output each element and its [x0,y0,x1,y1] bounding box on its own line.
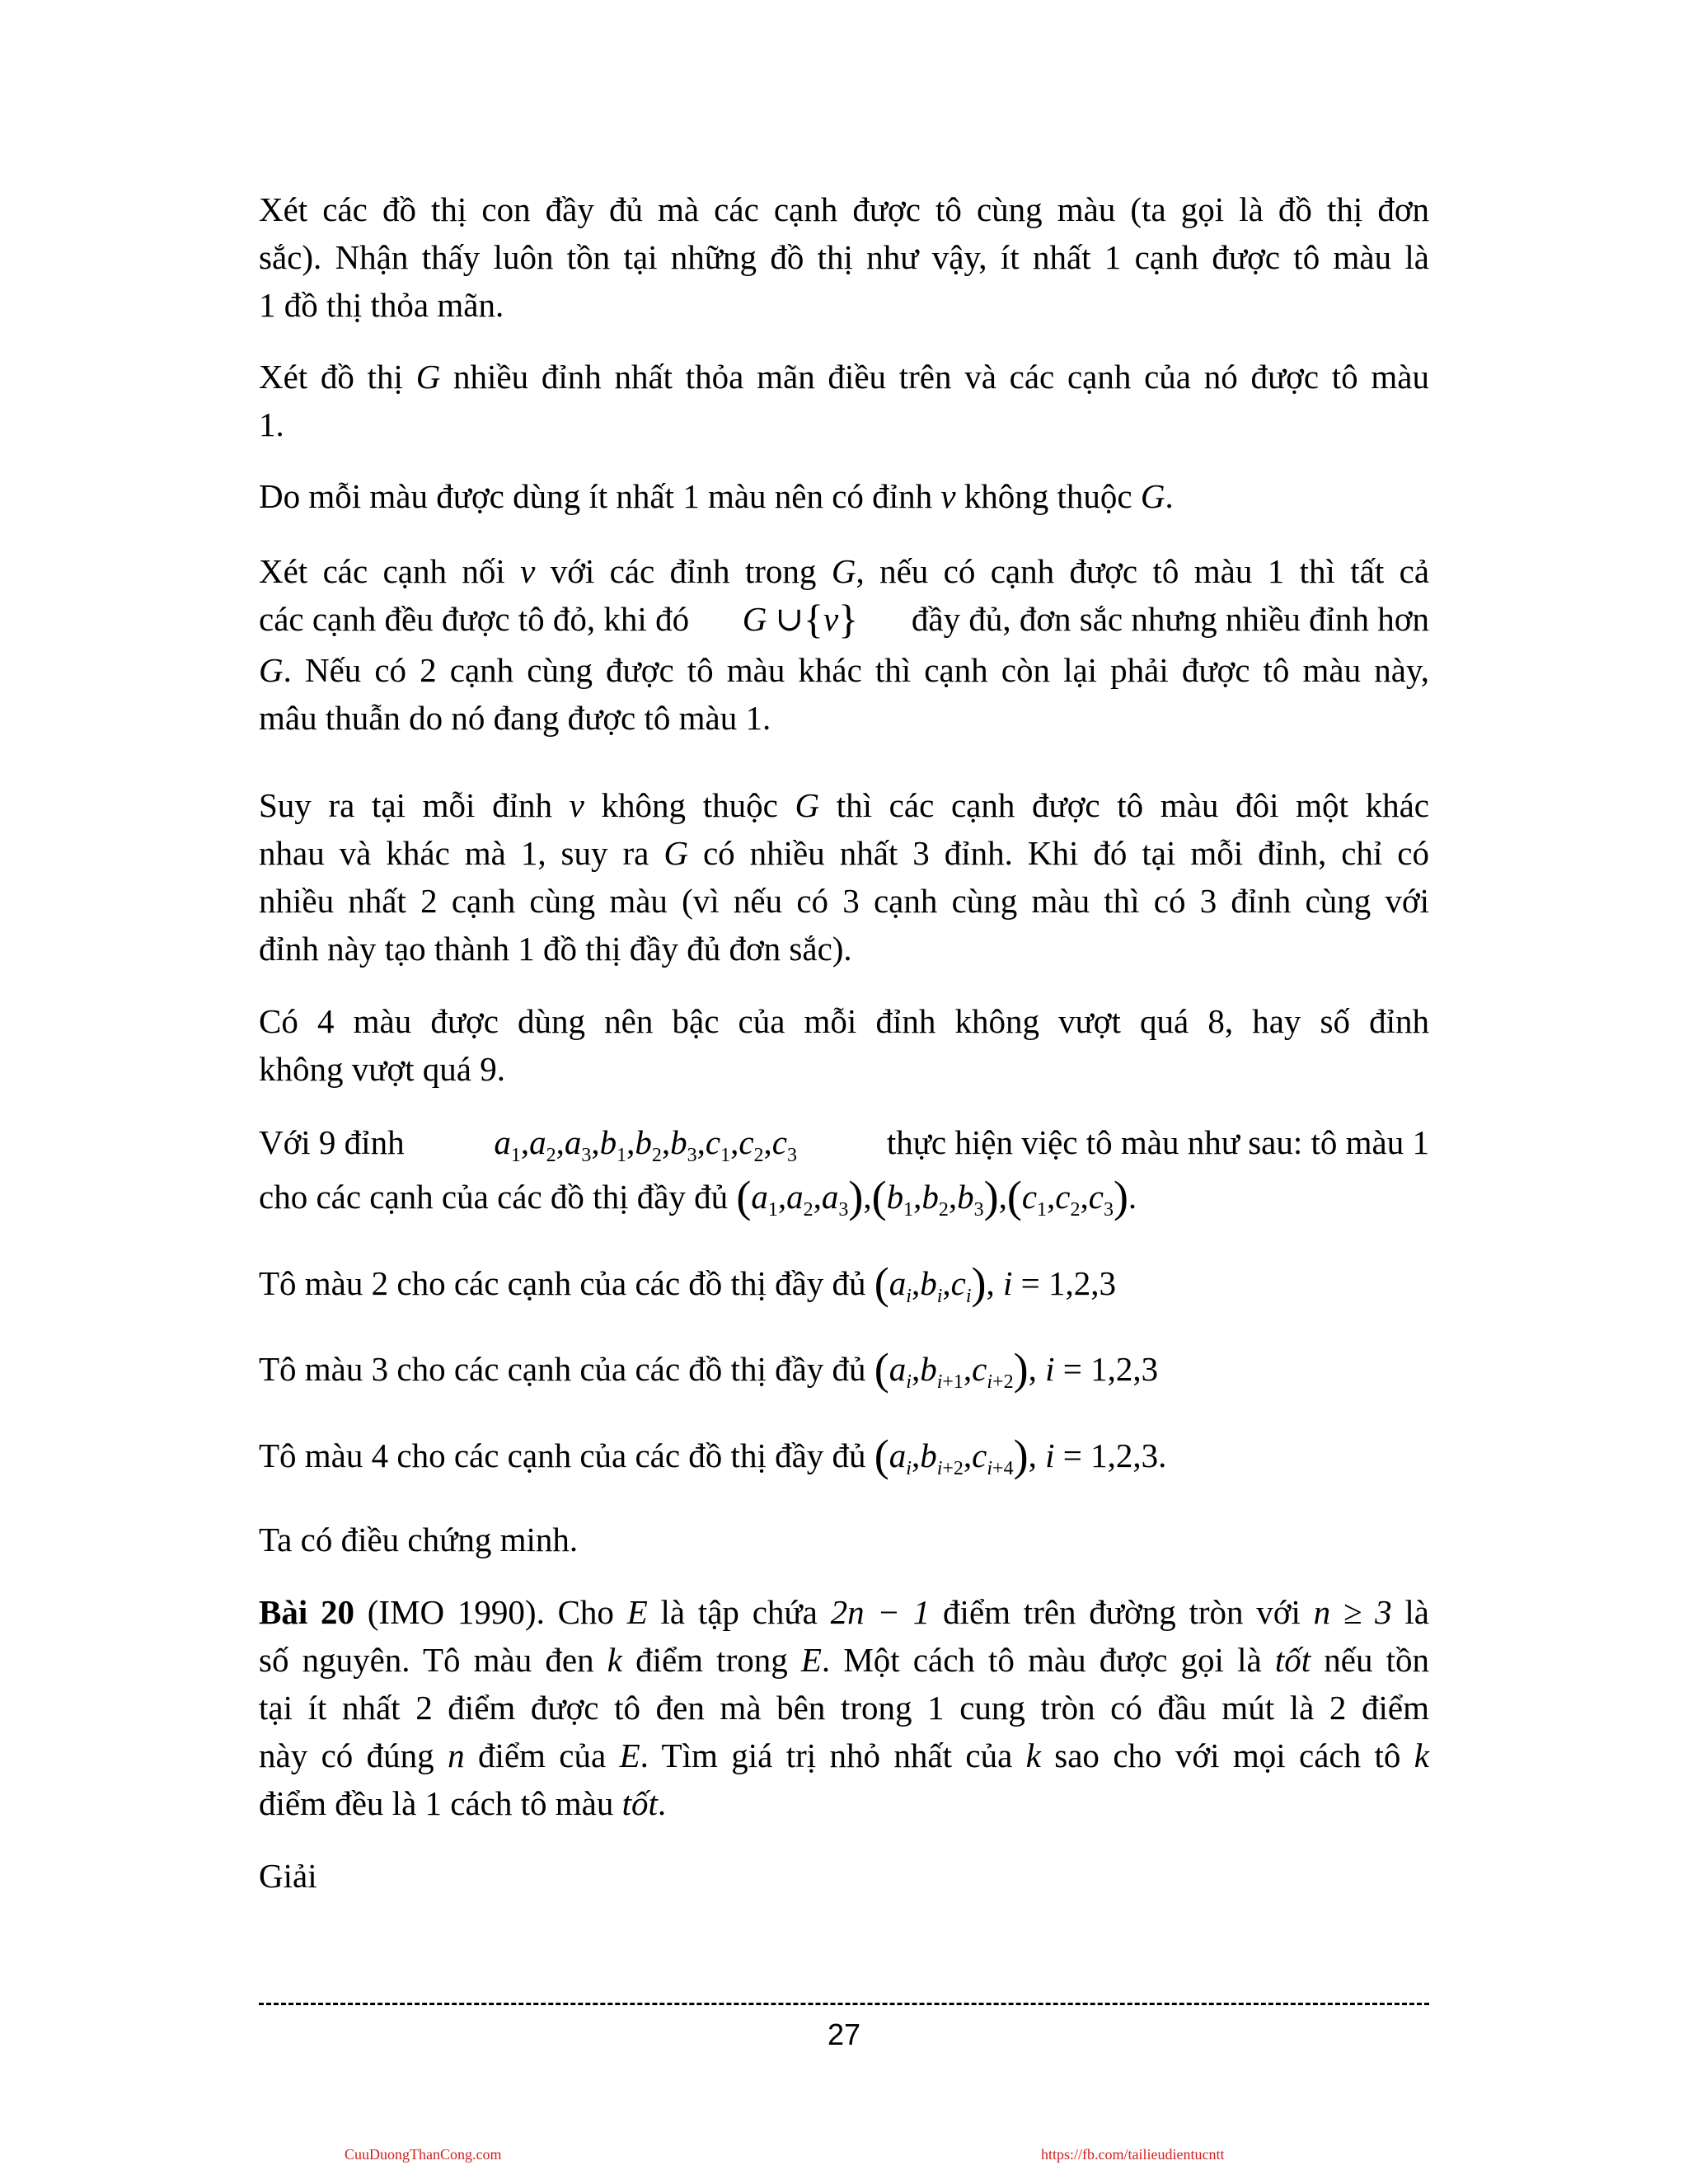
math-var: v [823,600,839,638]
triple-list: $(a_1,a_2,a_3),(b_1,b_2,b_3),(c_1,c_2,c_3)$ [736,1172,1128,1221]
math-var: G [259,651,284,689]
footer-link-left[interactable]: CuuDuongThanCong.com [345,2146,502,2163]
text-line [259,1636,1429,1684]
text-span: Xét các cạnh nối [259,552,521,590]
math-brace: { [803,596,823,642]
text-span: . Một cách tô màu được gọi là [821,1641,1275,1679]
text-span: có nhiều nhất 3 đỉnh. Khi đó tại mỗi đỉnh, chỉ có [687,834,1429,872]
paragraph-3 [259,472,1429,520]
text-line: mâu thuẫn do nó đang được tô màu 1. [259,699,771,737]
math-expr: 2n − 1 [830,1593,931,1631]
text-span: các cạnh đều được tô đỏ, khi đó [259,600,690,638]
text-span: là [1391,1593,1430,1631]
text-span: Xét đồ thị [259,358,416,396]
math-var: E [800,1641,822,1679]
text-line: Có 4 màu được dùng nên bậc của mỗi đỉnh không vượt quá 8, hay số đỉnh [259,1002,1429,1040]
text-line [259,1259,1429,1307]
math-var: G [742,600,767,638]
text-span: . Nếu có 2 cạnh cùng được tô màu khác thì cạnh còn lại phải được tô màu này, [283,651,1429,689]
text-line [259,829,1429,877]
text-line [259,1173,1429,1227]
text-line [259,353,1429,401]
text-span: cho các cạnh của các đồ thị đầy đủ [259,1178,729,1216]
text-span: không thuộc [584,786,795,824]
text-line [259,1779,1429,1827]
paragraph-7 [259,1118,1429,1227]
text-line [259,1118,1429,1173]
math-var: G [1140,477,1165,515]
text-span: nhau và khác mà 1, suy ra [259,834,664,872]
solution-heading: Giải [259,1857,317,1895]
math-var: k [1414,1736,1429,1774]
emphasis: tốt [1274,1641,1311,1679]
emphasis: tốt [621,1784,658,1822]
text-span: . [657,1784,667,1822]
text-line [259,646,1429,694]
math-var: G [831,552,856,590]
math-union [743,595,858,643]
text-span: không thuộc [955,477,1141,515]
problem-title: Bài 20 [259,1593,355,1631]
math-var: G [663,834,688,872]
text-span: nếu tồn [1311,1641,1429,1679]
text-span: điểm trong [621,1641,801,1679]
math-var: G [795,786,820,824]
vertex-list: $a_1,a_2,a_3,b_1,b_2,b_3,c_1,c_2,c_3$ [494,1123,797,1166]
paragraph-2 [259,353,1429,448]
math-var: v [520,552,536,590]
footer-link-right[interactable]: https://fb.com/tailieudientucntt [1041,2146,1225,2163]
text-span: số nguyên. Tô màu đen [259,1641,607,1679]
page-number: 27 [827,2018,861,2051]
text-line [259,595,1429,646]
text-line: 1 đồ thị thỏa mãn. [259,286,504,324]
text-line [259,1732,1429,1779]
paragraph-11 [259,1516,1429,1563]
text-line: đỉnh này tạo thành 1 đồ thị đầy đủ đơn sắc). [259,930,852,968]
text-line: Ta có điều chứng minh. [259,1521,579,1558]
text-line: tại ít nhất 2 điểm được tô đen mà bên trong 1 cung tròn có đầu mút là 2 điểm [259,1689,1429,1727]
math-var: G [415,358,441,396]
math-var: n [448,1736,465,1774]
text-span: điểm của [464,1736,620,1774]
math-var: v [569,786,584,824]
math-brace: } [838,596,859,642]
math-var: k [607,1641,622,1679]
math-var: v [940,477,956,515]
paragraph-10 [259,1432,1429,1479]
math-expr: n ≥ 3 [1313,1593,1392,1631]
text-span: này có đúng [259,1736,448,1774]
paragraph-8 [259,1259,1429,1307]
paragraph-6 [259,997,1429,1093]
text-span: . Tìm giá trị nhỏ nhất của [640,1736,1026,1774]
math-var: k [1025,1736,1041,1774]
text-span: Suy ra tại mỗi đỉnh [259,786,570,824]
paragraph-4 [259,547,1429,742]
paragraph-1 [259,185,1429,329]
text-span: thực hiện việc tô màu như sau: tô màu 1 [886,1123,1429,1161]
text-line [259,1588,1429,1636]
paragraph-13 [259,1852,1429,1900]
text-span: thì các cạnh được tô màu đôi một khác [819,786,1429,824]
problem-20 [259,1588,1429,1827]
text-span: sao cho với mọi cách tô [1040,1736,1414,1774]
text-span: Với 9 đỉnh [259,1123,405,1161]
text-span: Tô màu 4 cho các cạnh của các đồ thị đầy đủ [259,1436,866,1474]
text-line: không vượt quá 9. [259,1050,505,1088]
math-var: E [626,1593,648,1631]
text-span: là tập chứa [647,1593,831,1631]
text-span: nhiều đỉnh nhất thỏa mãn điều trên và các cạnh của nó được tô màu [440,358,1430,396]
text-span: đầy đủ, đơn sắc nhưng nhiều đỉnh hơn [911,600,1429,638]
text-line [259,472,1429,520]
text-line: sắc). Nhận thấy luôn tồn tại những đồ thị như vậy, ít nhất 1 cạnh được tô màu là [259,238,1429,276]
text-line: nhiều nhất 2 cạnh cùng màu (vì nếu có 3 cạnh cùng màu thì có 3 đỉnh cùng với [259,882,1429,920]
math-var: E [619,1736,640,1774]
text-line: Xét các đồ thị con đầy đủ mà các cạnh được tô cùng màu (ta gọi là đồ thị đơn [259,190,1429,228]
text-span: . [1165,477,1174,515]
color-3-formula: $(a_i,b_{i+1},c_{i+2})$, i = 1,2,3 [874,1344,1159,1394]
text-line [259,781,1429,829]
math-op: ∪ [775,600,804,638]
paragraph-9 [259,1345,1429,1393]
text-span: với các đỉnh trong [535,552,832,590]
text-span: . [1128,1178,1137,1216]
text-span: Tô màu 3 cho các cạnh của các đồ thị đầy đủ [259,1350,866,1388]
paragraph-5 [259,781,1429,972]
text-span: (IMO 1990). Cho [354,1593,627,1631]
text-line [259,1432,1429,1479]
text-line [259,1345,1429,1393]
footer-divider [259,2003,1429,2005]
text-span: điểm đều là 1 cách tô màu [259,1784,622,1822]
text-line [259,547,1429,595]
text-span: điểm trên đường tròn với [930,1593,1314,1631]
text-span: Tô màu 2 cho các cạnh của các đồ thị đầy đủ [259,1264,866,1302]
text-span: , nếu có cạnh được tô màu 1 thì tất cả [856,552,1430,590]
color-2-formula: $(a_i,b_i,c_i)$, i = 1,2,3 [874,1258,1117,1308]
text-span: Do mỗi màu được dùng ít nhất 1 màu nên có đỉnh [259,477,941,515]
color-4-formula: $(a_i,b_{i+2},c_{i+4})$, i = 1,2,3. [874,1431,1167,1480]
text-line: 1. [259,405,284,443]
